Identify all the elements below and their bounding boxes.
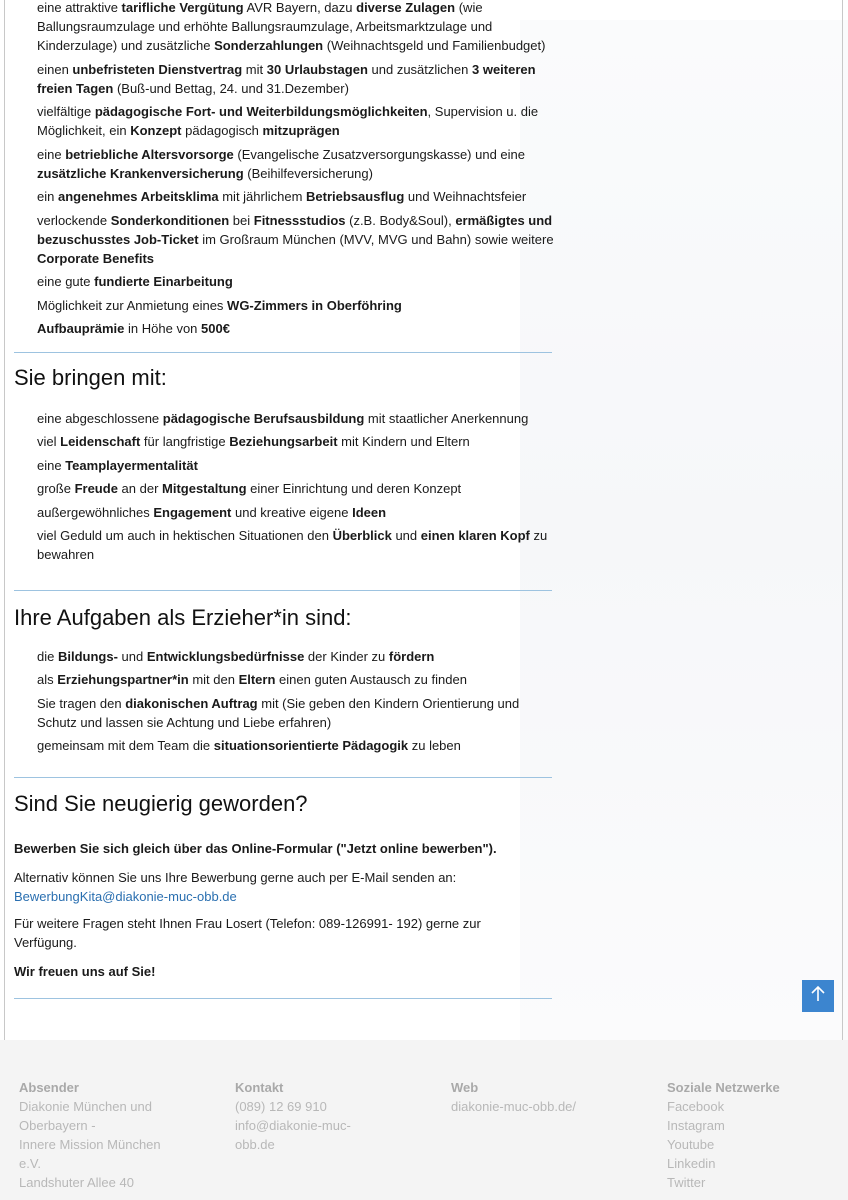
- list-item: vielfältige pädagogische Fort- und Weiterbildungsmöglichkeiten, Supervision u. die Möglichkeit, ein Konzept pädagogisch mitzuprägen: [37, 104, 539, 138]
- job-posting-content: [14, 0, 554, 999]
- footer-contact: [235, 1078, 351, 1154]
- list-item: große Freude an der Mitgestaltung einer Einrichtung und deren Konzept: [37, 481, 462, 496]
- list-item: einen unbefristeten Dienstvertrag mit 30 Urlaubstagen und zusätzlichen 3 weiteren freien Tagen (Buß-und Bettag, 24. und 31.Dezember): [37, 61, 536, 96]
- section-title-tasks: Ihre Aufgaben als Erzieher*in sind:: [14, 604, 352, 630]
- list-item: viel Leidenschaft für langfristige Beziehungsarbeit mit Kindern und Eltern: [37, 434, 470, 449]
- list-item: gemeinsam mit dem Team die situationsorientierte Pädagogik zu leben: [37, 738, 461, 753]
- footer-heading: Kontakt: [235, 1080, 284, 1095]
- footer-email-link[interactable]: [235, 1116, 351, 1154]
- footer: [0, 1040, 848, 1200]
- footer-sender: [19, 1078, 161, 1192]
- page-border-left: [4, 0, 5, 1040]
- list-item: die Bildungs- und Entwicklungsbedürfnisse der Kinder zu fördern: [37, 648, 435, 664]
- requirements-list: [14, 409, 554, 565]
- section-divider: [14, 998, 552, 999]
- social-link-twitter[interactable]: Twitter: [667, 1175, 706, 1190]
- email-intro-text: Alternativ können Sie uns Ihre Bewerbung gerne auch per E-Mail senden an:: [14, 869, 457, 885]
- footer-heading: Soziale Netzwerke: [667, 1080, 780, 1095]
- list-item: viel Geduld um auch in hektischen Situationen den Überblick und einen klaren Kopf zu bewahren: [37, 528, 548, 562]
- back-to-top-button[interactable]: [802, 980, 834, 1012]
- list-item: außergewöhnliches Engagement und kreative eigene Ideen: [37, 504, 387, 520]
- apply-online-text: Bewerben Sie sich gleich über das Online-Formular ("Jetzt online bewerben").: [14, 840, 497, 856]
- list-item: eine abgeschlossene pädagogische Berufsausbildung mit staatlicher Anerkennung: [37, 410, 529, 426]
- footer-phone-link[interactable]: (089) 12 69 910: [235, 1099, 327, 1114]
- list-item: Möglichkeit zur Anmietung eines WG-Zimmers in Oberföhring: [37, 297, 402, 313]
- footer-social: [667, 1078, 780, 1192]
- page-border-right: [842, 0, 843, 1040]
- section-title-requirements: Sie bringen mit:: [14, 364, 167, 390]
- list-item: Sie tragen den diakonischen Auftrag mit (Sie geben den Kindern Orientierung und Schutz und lassen sie Achtung und Liebe erfahren): [37, 695, 520, 730]
- social-link-linkedin[interactable]: Linkedin: [667, 1156, 716, 1171]
- footer-line: info@diakonie-muc-: [235, 1118, 351, 1133]
- section-title-apply: Sind Sie neugierig geworden?: [14, 790, 308, 816]
- footer-heading: Absender: [19, 1080, 79, 1095]
- footer-line: obb.de: [235, 1137, 275, 1152]
- list-item: ein angenehmes Arbeitsklima mit jährlichem Betriebsausflug und Weihnachtsfeier: [37, 189, 527, 204]
- tasks-list: [14, 647, 554, 756]
- arrow-up-icon: [808, 984, 828, 1009]
- background-watermark: [520, 20, 848, 1040]
- list-item: eine betriebliche Altersvorsorge (Evangelische Zusatzversorgungskasse) und eine zusätzliche Krankenversicherung (Beihilfeversicherung): [37, 146, 525, 181]
- application-email-link[interactable]: BewerbungKita@diakonie-muc-obb.de: [14, 888, 237, 904]
- list-item: eine gute fundierte Einarbeitung: [37, 274, 233, 289]
- footer-line: Landshuter Allee 40: [19, 1175, 134, 1190]
- list-item: als Erziehungspartner*in mit den Eltern einen guten Austausch zu finden: [37, 672, 467, 687]
- list-item: eine attraktive tarifliche Vergütung AVR Bayern, dazu diverse Zulagen (wie Ballungsraumzulage und erhöhte Ballungsraumzulage, Arbeitsmarktzulage und Kinderzulage) und zusätzliche Sonderzahlungen (Weihnachtsgeld und Familienbudget): [37, 0, 546, 53]
- list-item: Aufbauprämie in Höhe von 500€: [37, 321, 230, 336]
- social-link-facebook[interactable]: Facebook: [667, 1099, 725, 1114]
- social-link-youtube[interactable]: Youtube: [667, 1137, 715, 1152]
- footer-line: Diakonie München und: [19, 1099, 152, 1114]
- footer-heading: Web: [451, 1080, 479, 1095]
- benefits-list: [14, 0, 554, 338]
- questions-text: Für weitere Fragen steht Ihnen Frau Losert (Telefon: 089-126991- 192) gerne zur Verfügung.: [14, 915, 481, 950]
- closing-text: Wir freuen uns auf Sie!: [14, 963, 156, 979]
- social-link-instagram[interactable]: Instagram: [667, 1118, 725, 1133]
- footer-web: [451, 1078, 576, 1116]
- footer-line: e.V.: [19, 1156, 41, 1171]
- list-item: verlockende Sonderkonditionen bei Fitnessstudios (z.B. Body&Soul), ermäßigtes und bezuschusstes Job-Ticket im Großraum München (MVV, MVG und Bahn) sowie weitere Corporate Benefits: [37, 212, 554, 266]
- footer-line: Oberbayern -: [19, 1118, 96, 1133]
- footer-web-link[interactable]: diakonie-muc-obb.de/: [451, 1099, 577, 1114]
- list-item: eine Teamplayermentalität: [37, 457, 198, 473]
- footer-line: Innere Mission München: [19, 1137, 161, 1152]
